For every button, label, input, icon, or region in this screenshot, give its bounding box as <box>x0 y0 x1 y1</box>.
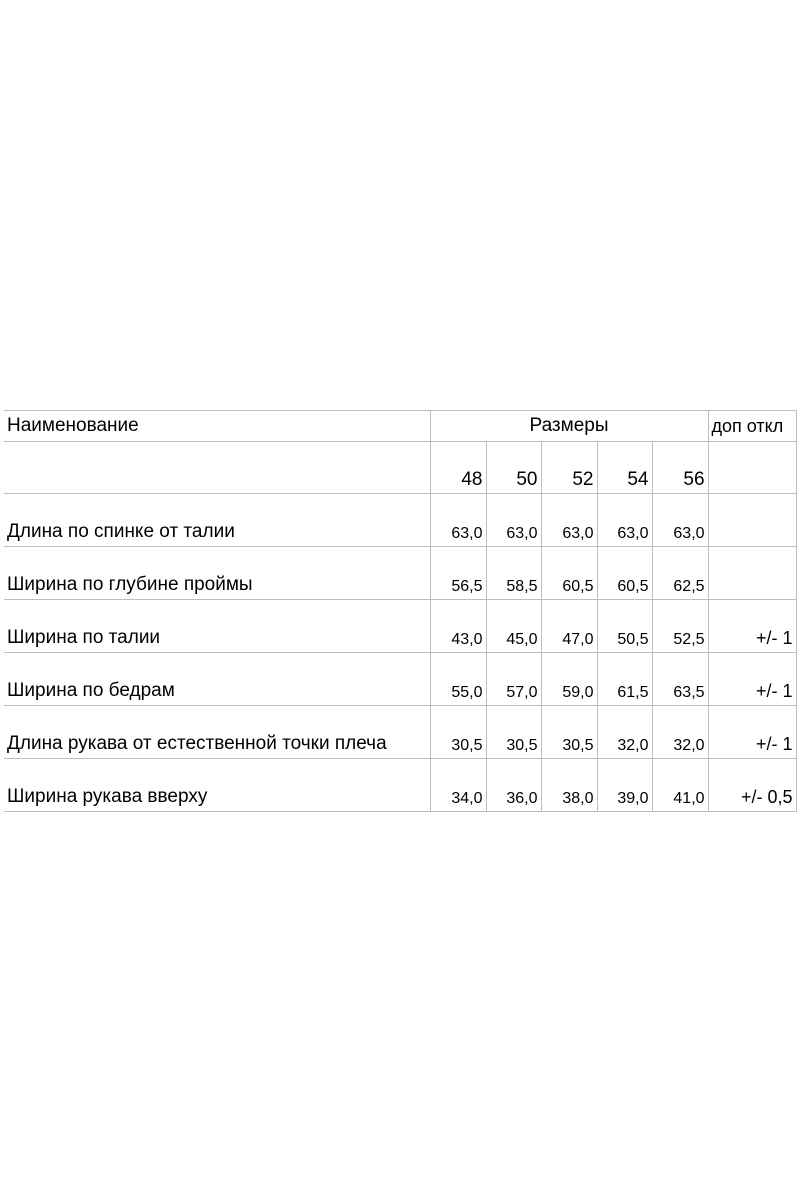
table-row <box>4 547 796 600</box>
sizes-row <box>4 442 796 494</box>
value-cell: 58,5 <box>486 547 541 600</box>
value-cell: 56,5 <box>430 547 486 600</box>
value-cell: 57,0 <box>486 653 541 706</box>
size-cell: 52 <box>541 442 597 494</box>
value-cell: 32,0 <box>652 706 708 759</box>
value-cell: 30,5 <box>541 706 597 759</box>
table-row <box>4 653 796 706</box>
value-cell: 55,0 <box>430 653 486 706</box>
size-chart-table <box>4 410 797 812</box>
value-cell: 60,5 <box>541 547 597 600</box>
value-cell: 63,0 <box>597 494 652 547</box>
value-cell: 43,0 <box>430 600 486 653</box>
row-name: Длина по спинке от талии <box>4 494 430 547</box>
value-cell: 63,0 <box>541 494 597 547</box>
row-name: Ширина по глубине проймы <box>4 547 430 600</box>
row-name: Ширина по талии <box>4 600 430 653</box>
value-cell: 63,0 <box>652 494 708 547</box>
value-cell: 63,0 <box>430 494 486 547</box>
column-header-sizes: Размеры <box>430 411 708 442</box>
tolerance-cell: +/- 1 <box>708 600 796 653</box>
value-cell: 59,0 <box>541 653 597 706</box>
value-cell: 47,0 <box>541 600 597 653</box>
empty-cell <box>4 442 430 494</box>
size-cell: 50 <box>486 442 541 494</box>
value-cell: 62,5 <box>652 547 708 600</box>
value-cell: 50,5 <box>597 600 652 653</box>
size-cell: 48 <box>430 442 486 494</box>
value-cell: 32,0 <box>597 706 652 759</box>
value-cell: 45,0 <box>486 600 541 653</box>
value-cell: 52,5 <box>652 600 708 653</box>
column-header-tolerance: доп откл <box>708 411 796 442</box>
value-cell: 63,0 <box>486 494 541 547</box>
table-row <box>4 600 796 653</box>
value-cell: 41,0 <box>652 759 708 812</box>
value-cell: 63,5 <box>652 653 708 706</box>
row-name: Длина рукава от естественной точки плеча <box>4 706 430 759</box>
tolerance-cell: +/- 1 <box>708 653 796 706</box>
column-header-name: Наименование <box>4 411 430 442</box>
row-name: Ширина рукава вверху <box>4 759 430 812</box>
table-row <box>4 494 796 547</box>
value-cell: 39,0 <box>597 759 652 812</box>
tolerance-cell: +/- 0,5 <box>708 759 796 812</box>
value-cell: 30,5 <box>430 706 486 759</box>
empty-cell <box>708 442 796 494</box>
value-cell: 60,5 <box>597 547 652 600</box>
value-cell: 36,0 <box>486 759 541 812</box>
value-cell: 61,5 <box>597 653 652 706</box>
tolerance-cell: +/- 1 <box>708 706 796 759</box>
size-cell: 54 <box>597 442 652 494</box>
value-cell: 34,0 <box>430 759 486 812</box>
tolerance-cell <box>708 494 796 547</box>
table-header-row <box>4 411 796 442</box>
value-cell: 30,5 <box>486 706 541 759</box>
size-cell: 56 <box>652 442 708 494</box>
table-row <box>4 706 796 759</box>
tolerance-cell <box>708 547 796 600</box>
row-name: Ширина по бедрам <box>4 653 430 706</box>
table-row <box>4 759 796 812</box>
value-cell: 38,0 <box>541 759 597 812</box>
